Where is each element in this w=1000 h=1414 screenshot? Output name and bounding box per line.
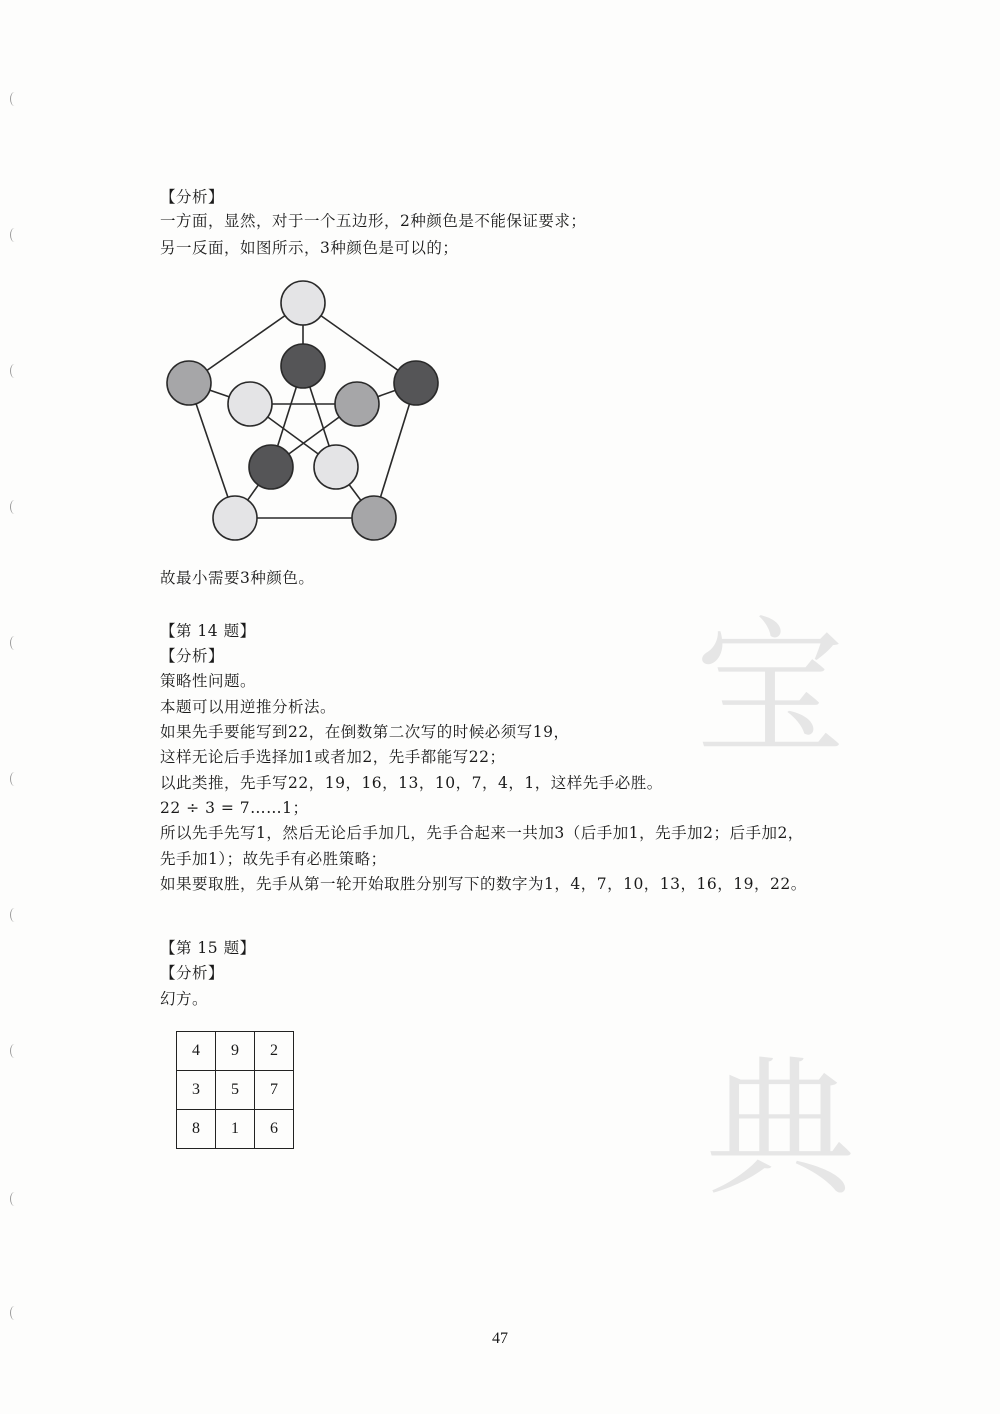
text-line: 本题可以用逆推分析法。 <box>160 698 337 716</box>
binder-hole-mark <box>10 636 19 650</box>
pentagon-coloring-graph <box>160 270 450 550</box>
watermark-char: 典 <box>705 1043 856 1217</box>
magic-square-row <box>177 1110 294 1149</box>
magic-square-row <box>177 1071 294 1110</box>
text-line: 这样无论后手选择加1或者加2，先手都能写22； <box>160 748 506 766</box>
magic-square-cell: 6 <box>255 1110 294 1149</box>
text-line: 一方面，显然，对于一个五边形，2种颜色是不能保证要求； <box>160 212 587 230</box>
text-line: 先手加1）；故先手有必胜策略； <box>160 850 387 868</box>
text-line: 幻方。 <box>160 990 209 1008</box>
watermark-char: 宝 <box>695 603 846 777</box>
inner-vertex <box>249 445 293 489</box>
text-line: 另一反面，如图所示，3种颜色是可以的； <box>160 239 459 257</box>
magic-square-cell: 2 <box>255 1032 294 1071</box>
outer-vertex <box>167 361 211 405</box>
binder-hole-mark <box>10 1044 19 1058</box>
analysis-heading: 【分析】 <box>160 188 225 206</box>
binder-hole-mark <box>10 908 19 922</box>
text-line: 所以先手先写1，然后无论后手加几，先手合起来一共加3（后手加1，先手加2；后手加2， <box>160 824 804 842</box>
question-15-title: 【第 15 题】 <box>160 939 256 957</box>
inner-vertex <box>314 445 358 489</box>
question-14-title: 【第 14 题】 <box>160 622 256 640</box>
binder-hole-mark <box>10 228 19 242</box>
magic-square-cell: 9 <box>216 1032 255 1071</box>
binder-hole-mark <box>10 1192 19 1206</box>
magic-square-row <box>177 1032 294 1071</box>
text-line: 如果要取胜，先手从第一轮开始取胜分别写下的数字为1，4，7，10，13，16，19，22。 <box>160 875 807 893</box>
analysis-heading: 【分析】 <box>160 647 225 665</box>
binder-hole-mark <box>10 500 19 514</box>
outer-vertex <box>352 496 396 540</box>
magic-square-table <box>176 1031 294 1149</box>
magic-square-cell: 4 <box>177 1032 216 1071</box>
magic-square-cell: 7 <box>255 1071 294 1110</box>
magic-square-cell: 3 <box>177 1071 216 1110</box>
magic-square-cell: 1 <box>216 1110 255 1149</box>
text-line: 以此类推，先手写22，19，16，13，10，7，4，1，这样先手必胜。 <box>160 774 663 792</box>
magic-square-cell: 5 <box>216 1071 255 1110</box>
outer-vertex <box>213 496 257 540</box>
text-line: 策略性问题。 <box>160 672 257 690</box>
text-line: 如果先手要能写到22，在倒数第二次写的时候必须写19， <box>160 723 570 741</box>
inner-vertex <box>228 382 272 426</box>
outer-vertex <box>281 281 325 325</box>
inner-vertex <box>335 382 379 426</box>
binder-hole-mark <box>10 1306 19 1320</box>
inner-vertex <box>281 344 325 388</box>
outer-vertex <box>394 361 438 405</box>
text-line: 22 ÷ 3 = 7……1； <box>160 799 309 817</box>
magic-square-cell: 8 <box>177 1110 216 1149</box>
page-number: 47 <box>492 1330 508 1347</box>
conclusion-line: 故最小需要3种颜色。 <box>160 569 315 587</box>
binder-hole-mark <box>10 772 19 786</box>
binder-hole-mark <box>10 92 19 106</box>
analysis-heading: 【分析】 <box>160 964 225 982</box>
binder-hole-mark <box>10 364 19 378</box>
